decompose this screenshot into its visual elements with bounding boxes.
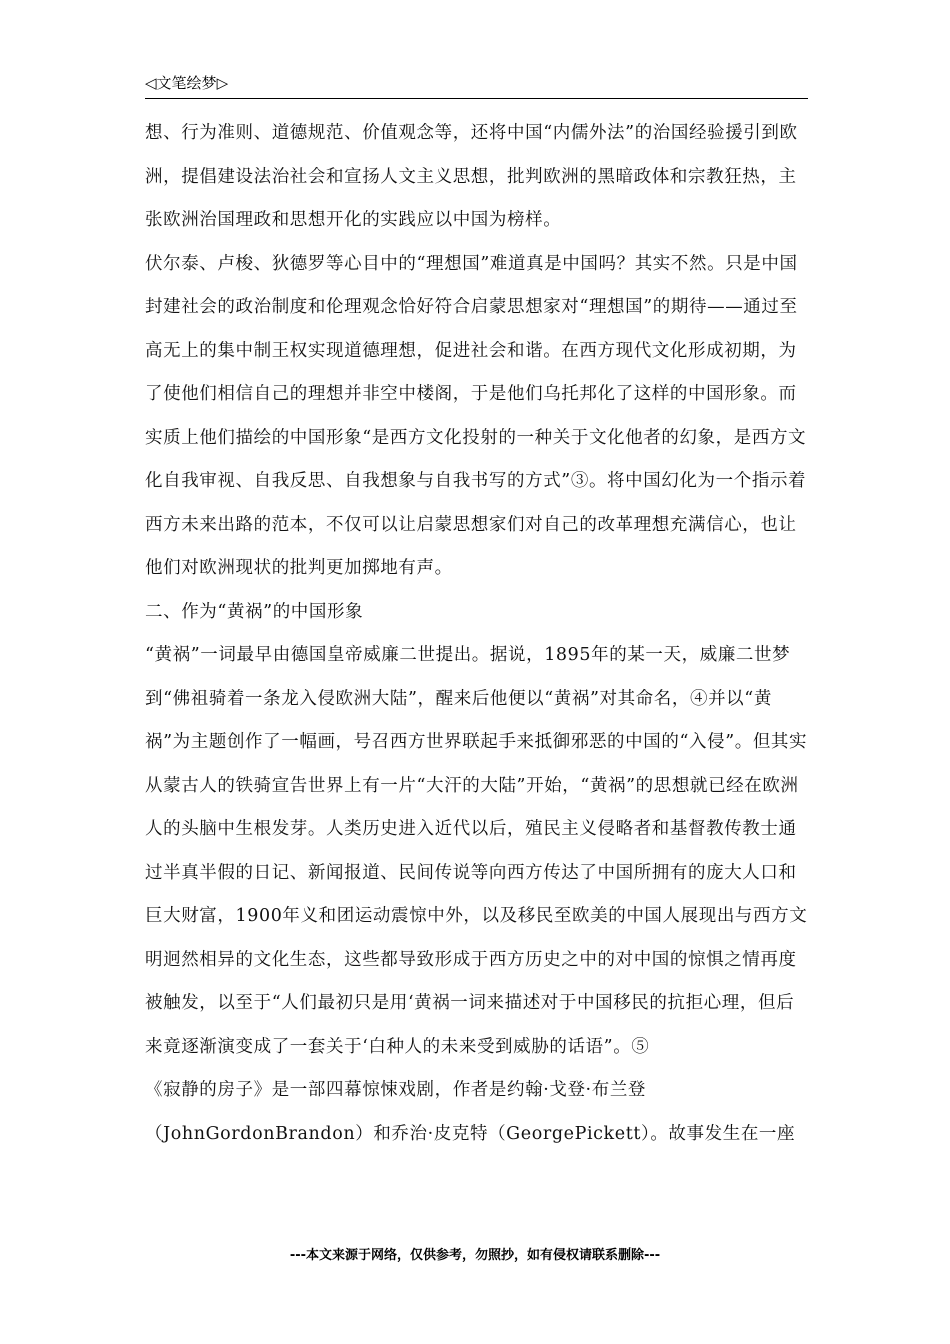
paragraph-yellow-peril: “黄祸”一词最早由德国皇帝威廉二世提出。据说，1895年的某一天，威廉二世梦到“佛祖骑着一条龙入侵欧洲大陆”，醒来后他便以“黄祸”对其命名，④并以“黄祸”为主题创作了一幅画，号召西方世界联起手来抵御邪恶的中国的“入侵”。但其实从蒙古人的铁骑宣告世界上有一片“大汗的大陆”开始，“黄祸”的思想就已经在欧洲人的头脑中生根发芽。人类历史进入近代以后，殖民主义侵略者和基督教传教士通过半真半假的日记、新闻报道、民间传说等向西方传达了中国所拥有的庞大人口和巨大财富，1900年义和团运动震惊中外，以及移民至欧美的中国人展现出与西方文明迥然相异的文化生态，这些都导致形成于西方历史之中的对中国的惊惧之情再度被触发，以至于“人们最初只是用‘黄祸一词来描述对于中国移民的抗拒心理，但后来竟逐渐演变成了一套关于‘白种人的未来受到威胁的话语”。⑤	[145, 645, 808, 1057]
header-title: 文笔绘梦	[156, 74, 217, 92]
page-header	[145, 72, 808, 99]
paragraph-continuation: 想、行为准则、道德规范、价值观念等，还将中国“内儒外法”的治国经验援引到欧洲，提倡建设法治社会和宣扬人文主义思想，批判欧洲的黑暗政体和宗教狂热，主张欧洲治国理政和思想开化的实践应以中国为榜样。	[145, 123, 798, 230]
paragraph-ideal-state: 伏尔泰、卢梭、狄德罗等心目中的“理想国”难道真是中国吗？其实不然。只是中国封建社会的政治制度和伦理观念恰好符合启蒙思想家对“理想国”的期待——通过至高无上的集中制王权实现道德理想，促进社会和谐。在西方现代文化形成初期，为了使他们相信自己的理想并非空中楼阁，于是他们乌托邦化了这样的中国形象。而实质上他们描绘的中国形象“是西方文化投射的一种关于文化他者的幻象，是西方文化自我审视、自我反思、自我想象与自我书写的方式”③。将中国幻化为一个指示着西方未来出路的范本，不仅可以让启蒙思想家们对自己的改革理想充满信心，也让他们对欧洲现状的批判更加掷地有声。	[145, 253, 807, 578]
page-footer: ---本文来源于网络，仅供参考，勿照抄，如有侵权请联系删除---	[289, 1248, 661, 1263]
section-heading: 二、作为“黄祸”的中国形象	[145, 601, 364, 622]
paragraph-silent-house: 《寂静的房子》是一部四幕惊悚戏剧，作者是约翰·戈登·布兰登（JohnGordonBrandon）和乔治·皮克特（GeorgePickett）。故事发生在一座	[145, 1080, 796, 1144]
right-triangle-icon: ▷	[216, 74, 229, 92]
document-body	[145, 112, 810, 1156]
left-triangle-icon: ◁	[145, 74, 157, 92]
